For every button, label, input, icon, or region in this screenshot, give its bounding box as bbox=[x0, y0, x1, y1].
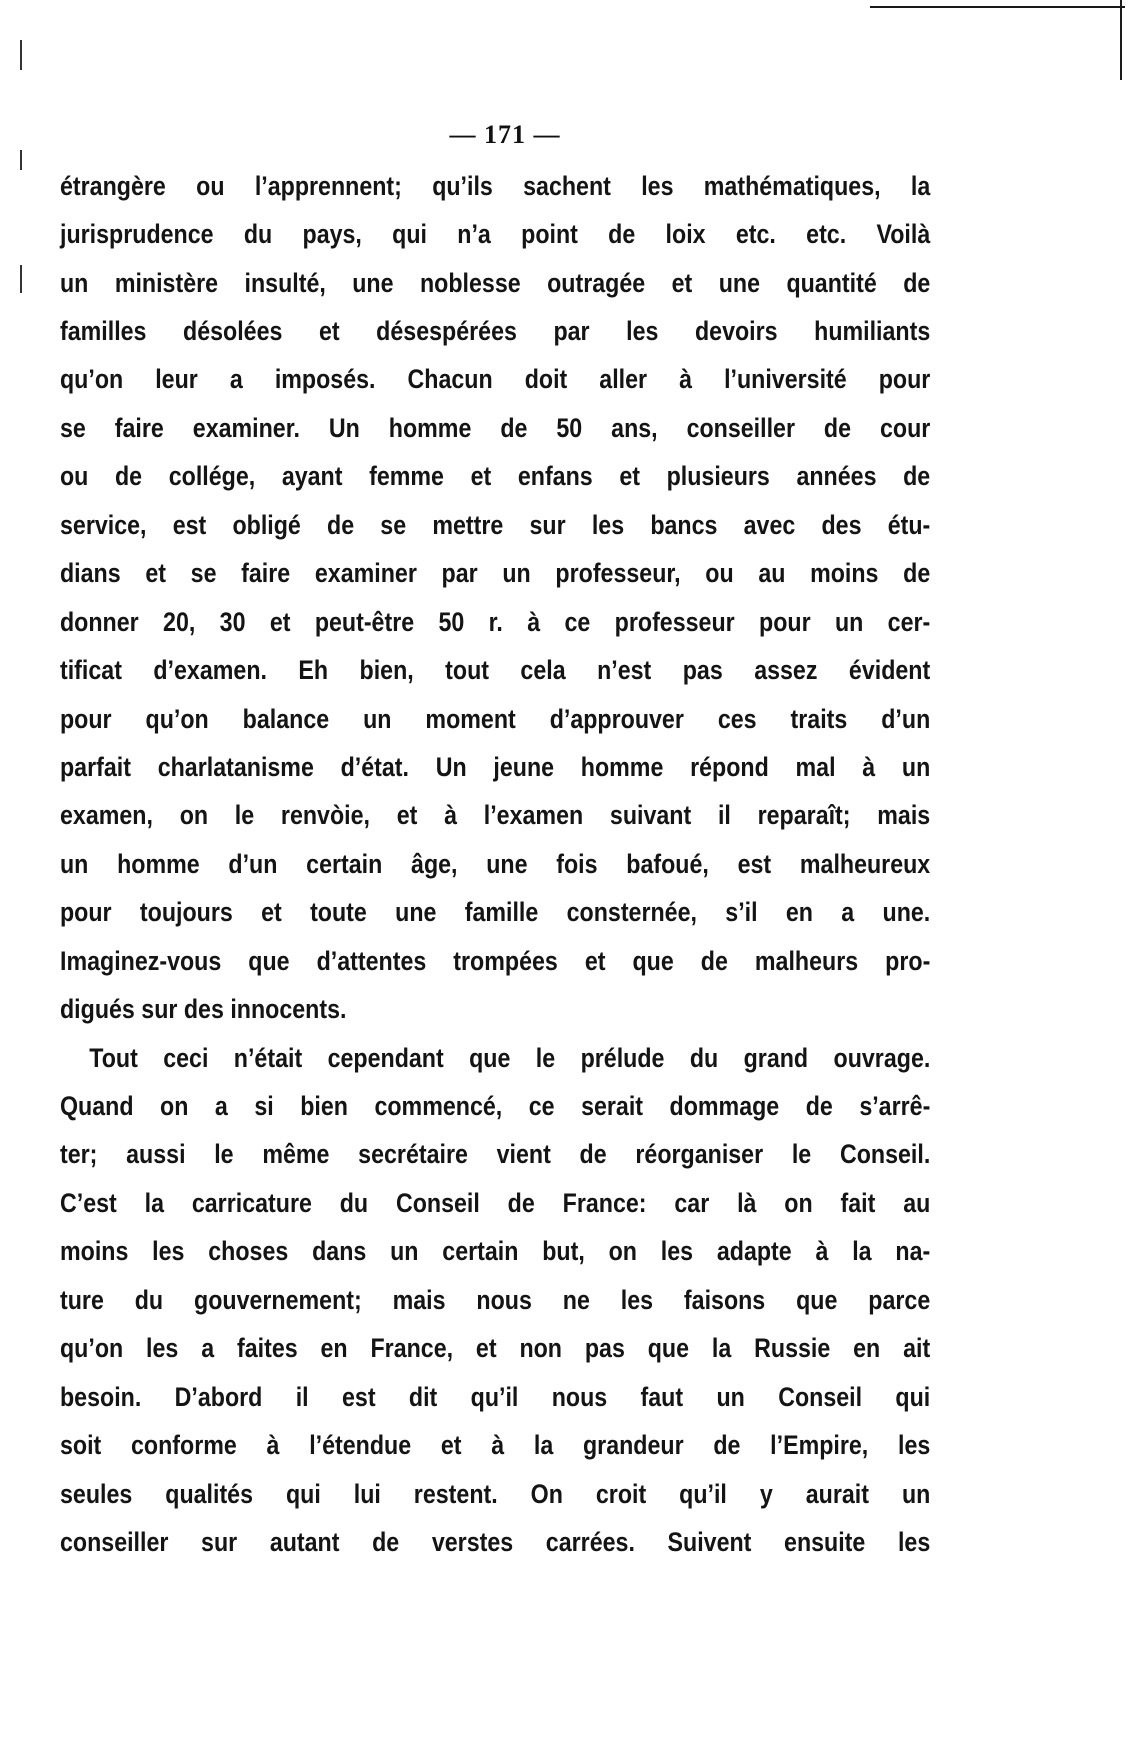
scan-margin-mark bbox=[20, 40, 22, 70]
text-line: besoin. D’abord il est dit qu’il nous faut un Conseil qui bbox=[60, 1381, 931, 1412]
body-text bbox=[60, 162, 930, 1567]
scan-border-top bbox=[870, 6, 1125, 8]
text-line: se faire examiner. Un homme de 50 ans, conseiller de cour bbox=[60, 412, 931, 443]
text-line: conseiller sur autant de verstes carrées. Suivent ensuite les bbox=[60, 1526, 931, 1557]
text-line: tificat d’examen. Eh bien, tout cela n’est pas assez évident bbox=[60, 655, 931, 686]
text-line: familles désolées et désespérées par les devoirs humiliants bbox=[60, 316, 931, 347]
text-line: seules qualités qui lui restent. On croit qu’il y aurait un bbox=[60, 1478, 931, 1509]
text-line: Quand on a si bien commencé, ce serait dommage de s’arrê- bbox=[60, 1091, 931, 1122]
text-line: parfait charlatanisme d’état. Un jeune homme répond mal à un bbox=[60, 751, 931, 782]
text-line: un ministère insulté, une noblesse outragée et une quantité de bbox=[60, 267, 931, 298]
text-line: ou de collége, ayant femme et enfans et plusieurs années de bbox=[60, 461, 931, 492]
text-line: C’est la carricature du Conseil de France: car là on fait au bbox=[60, 1187, 931, 1218]
text-line: un homme d’un certain âge, une fois bafoué, est malheureux bbox=[60, 848, 931, 879]
text-line: pour qu’on balance un moment d’approuver ces traits d’un bbox=[60, 703, 931, 734]
scan-margin-mark bbox=[20, 150, 22, 170]
text-line: ture du gouvernement; mais nous ne les faisons que parce bbox=[60, 1284, 931, 1315]
text-line: jurisprudence du pays, qui n’a point de loix etc. etc. Voilà bbox=[60, 219, 931, 250]
text-line: pour toujours et toute une famille consternée, s’il en a une. bbox=[60, 897, 931, 928]
text-line: qu’on les a faites en France, et non pas que la Russie en ait bbox=[60, 1333, 931, 1364]
text-line: service, est obligé de se mettre sur les bancs avec des étu- bbox=[60, 509, 931, 540]
scan-margin-mark bbox=[20, 265, 22, 293]
text-line: donner 20, 30 et peut-être 50 r. à ce professeur pour un cer- bbox=[60, 606, 931, 637]
text-line: ter; aussi le même secrétaire vient de réorganiser le Conseil. bbox=[60, 1139, 931, 1170]
text-line: digués sur des innocents. bbox=[60, 994, 347, 1025]
text-line: dians et se faire examiner par un professeur, ou au moins de bbox=[60, 558, 931, 589]
page-number: — 171 — bbox=[449, 120, 561, 149]
text-line: examen, on le renvòie, et à l’examen suivant il reparaît; mais bbox=[60, 800, 931, 831]
scan-border-right bbox=[1120, 0, 1122, 80]
text-line: moins les choses dans un certain but, on les adapte à la na- bbox=[60, 1236, 931, 1267]
text-line: Imaginez-vous que d’attentes trompées et que de malheurs pro- bbox=[60, 945, 931, 976]
text-line: Tout ceci n’était cependant que le prélude du grand ouvrage. bbox=[89, 1042, 931, 1073]
text-line: qu’on leur a imposés. Chacun doit aller à l’université pour bbox=[60, 364, 931, 395]
text-line: étrangère ou l’apprennent; qu’ils sachent les mathématiques, la bbox=[60, 170, 931, 201]
text-line: soit conforme à l’étendue et à la grandeur de l’Empire, les bbox=[60, 1430, 931, 1461]
